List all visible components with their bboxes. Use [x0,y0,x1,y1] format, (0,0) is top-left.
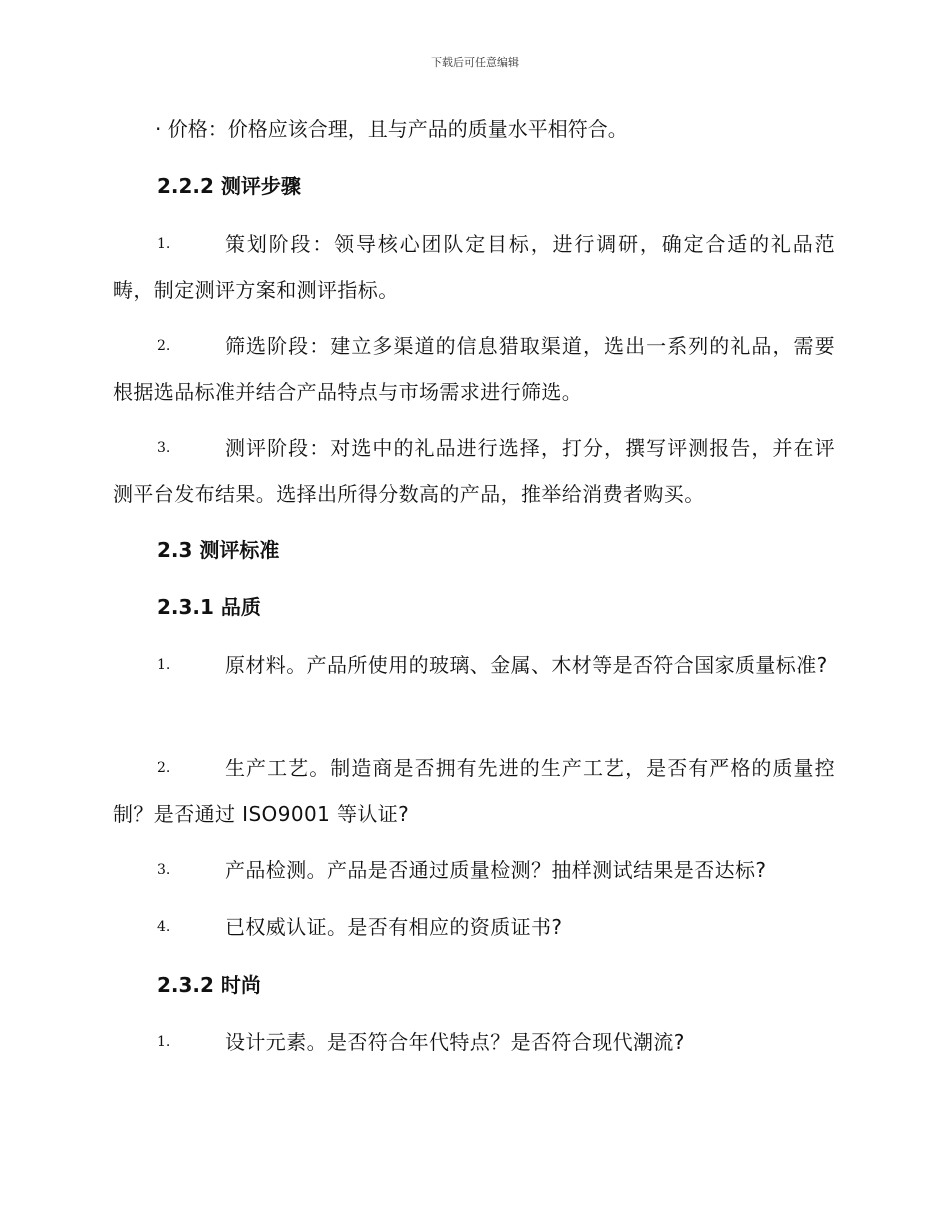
heading-2-3: 2.3 测评标准 [157,538,280,562]
quality-4-number: 4. [157,919,171,935]
page-header-note: 下载后可任意编辑 [431,56,519,69]
quality-3-text: 产品检测。产品是否通过质量检测？抽样测试结果是否达标? [225,858,767,882]
fashion-1-number: 1. [157,1034,171,1050]
step-3-number: 3. [157,440,171,456]
quality-2-number: 2. [157,760,171,776]
step-3-text: 测评阶段：对选中的礼品进行选择，打分，撰写评测报告，并在评测平台发布结果。选择出所得分数高的产品，推举给消费者购买。 [113,436,835,506]
fashion-1-text: 设计元素。是否符合年代特点？是否符合现代潮流? [225,1030,685,1054]
quality-4-text: 已权威认证。是否有相应的资质证书? [225,915,563,939]
step-1-number: 1. [157,236,171,252]
quality-1-text: 原材料。产品所使用的玻璃、金属、木材等是否符合国家质量标准? [225,653,828,677]
heading-2-3-1: 2.3.1 品质 [157,595,261,619]
heading-2-3-2: 2.3.2 时尚 [157,973,261,997]
price-line: · 价格：价格应该合理，且与产品的质量水平相符合。 [155,117,628,141]
step-2-number: 2. [157,338,171,354]
step-1-text: 策划阶段：领导核心团队定目标，进行调研，确定合适的礼品范畴，制定测评方案和测评指标。 [113,232,835,302]
quality-3-number: 3. [157,862,171,878]
heading-2-2-2: 2.2.2 测评步骤 [157,174,301,198]
quality-1-number: 1. [157,657,171,673]
quality-2-text: 生产工艺。制造商是否拥有先进的生产工艺，是否有严格的质量控制？是否通过 ISO9001 等认证? [113,756,835,826]
step-2-text: 筛选阶段：建立多渠道的信息猎取渠道，选出一系列的礼品，需要根据选品标准并结合产品特点与市场需求进行筛选。 [113,334,835,404]
